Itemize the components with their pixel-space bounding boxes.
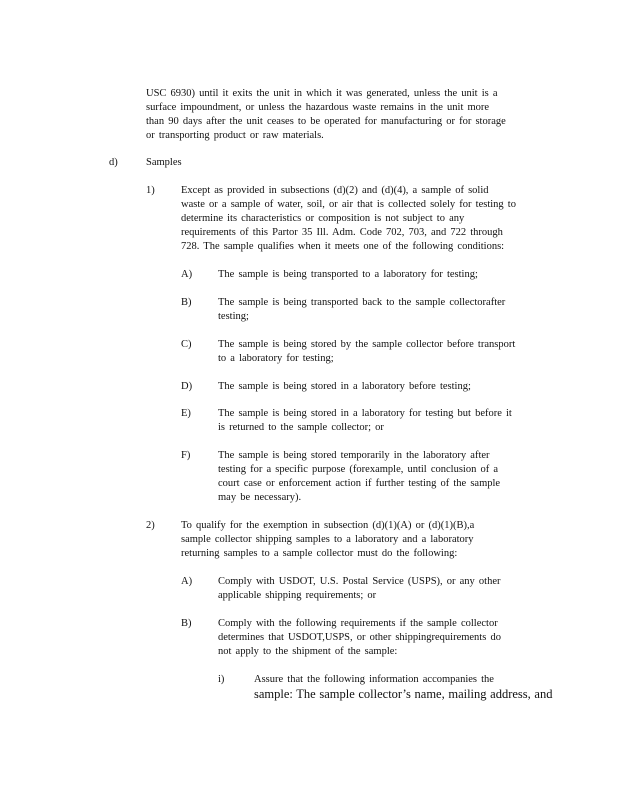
condition-a-text [218,268,548,282]
item-2-line: sample collector shipping samples to a laboratory and a laboratory [181,534,474,545]
condition-line: testing; [218,311,249,322]
option-line: not apply to the shipment of the sample: [218,646,398,657]
item-1-line: waste or a sample of water, soil, or air that is collected solely for testing to [181,199,516,210]
option-line: Comply with USDOT, U.S. Postal Service (USPS), or any other [218,576,501,587]
condition-b-label: B) [181,297,192,308]
sub-i-text [254,673,554,702]
option-line: applicable shipping requirements; or [218,590,377,601]
condition-e-label: E) [181,408,191,419]
condition-line: The sample is being transported to a laboratory for testing; [218,269,478,280]
item-1-line: determine its characteristics or composition is not subject to any [181,213,465,224]
condition-line: court case or enforcement action if further testing of the sample [218,478,501,489]
condition-f-label: F) [181,450,191,461]
condition-line: is returned to the sample collector; or [218,422,384,433]
intro-line: USC 6930) until it exits the unit in which it was generated, unless the unit is a [146,88,498,99]
item-1-text [181,184,551,254]
intro-line: surface impoundment, or unless the hazardous waste remains in the unit more [146,102,490,113]
option-line: Comply with the following requirements if the sample collector [218,618,498,629]
item-1-line: 728. The sample qualifies when it meets one of the following conditions: [181,241,505,252]
option-a-label: A) [181,576,193,587]
condition-a-label: A) [181,269,193,280]
option-a-text [218,575,548,603]
condition-line: testing for a specific purpose (forexample, until conclusion of a [218,464,498,475]
sub-i-line: Assure that the following information accompanies the [254,674,494,685]
item-1-line: Except as provided in subsections (d)(2) and (d)(4), a sample of solid [181,185,489,196]
condition-line: The sample is being stored in a laboratory for testing but before it [218,408,512,419]
option-b-label: B) [181,618,192,629]
condition-line: to a laboratory for testing; [218,353,334,364]
option-line: determines that USDOT,USPS, or other shippingrequirements do [218,632,501,643]
intro-line: than 90 days after the unit ceases to be operated for manufacturing or for storage [146,116,506,127]
condition-d-text [218,380,548,394]
condition-line: The sample is being stored in a laboratory before testing; [218,381,471,392]
item-2-label: 2) [146,520,155,531]
section-d-title: Samples [146,157,182,168]
condition-line: may be necessary). [218,492,302,503]
condition-b-text [218,296,548,324]
section-d-label: d) [109,157,118,168]
intro-line: or transporting product or raw materials. [146,130,324,141]
condition-line: The sample is being stored temporarily in the laboratory after [218,450,490,461]
sub-i-line: sample: The sample collector’s name, mailing address, and [254,687,553,701]
item-1-label: 1) [146,185,155,196]
item-2-text [181,519,551,561]
intro-paragraph [146,87,546,143]
condition-line: The sample is being stored by the sample collector before transport [218,339,516,350]
condition-f-text [218,449,548,505]
item-1-line: requirements of this Partor 35 Ill. Adm. Code 702, 703, and 722 through [181,227,503,238]
condition-d-label: D) [181,381,193,392]
condition-line: The sample is being transported back to the sample collectorafter [218,297,506,308]
condition-c-label: C) [181,339,192,350]
sub-i-label: i) [218,674,225,685]
item-2-line: To qualify for the exemption in subsection (d)(1)(A) or (d)(1)(B),a [181,520,475,531]
condition-e-text [218,407,548,435]
condition-c-text [218,338,548,366]
option-b-text [218,617,548,659]
item-2-line: returning samples to a sample collector must do the following: [181,548,458,559]
